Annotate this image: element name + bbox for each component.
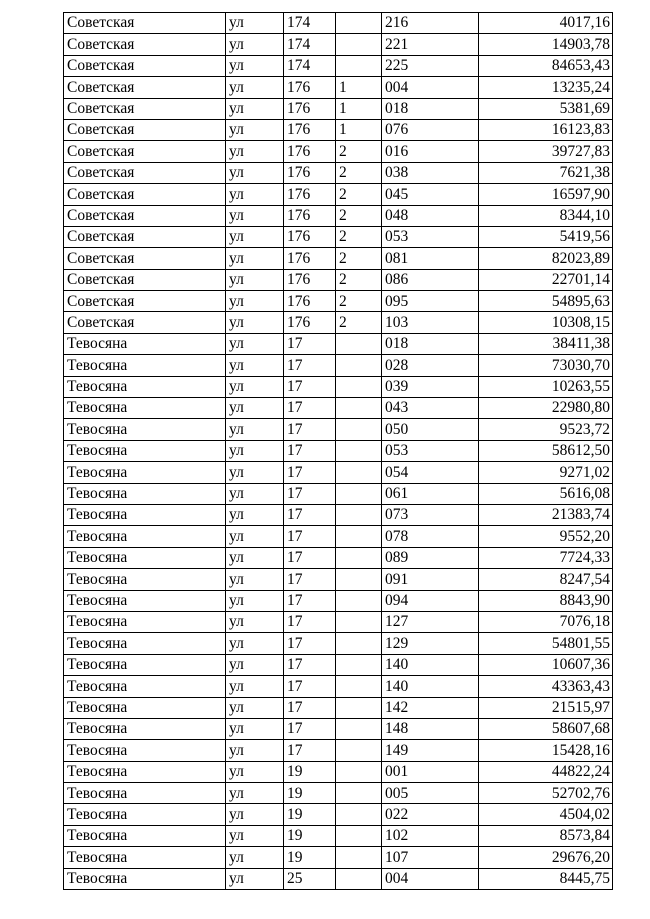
table-row	[64, 184, 613, 205]
apartment-cell: 039	[382, 376, 479, 397]
apartment-cell: 073	[382, 504, 479, 525]
table-row	[64, 526, 613, 547]
building-cell	[336, 419, 382, 440]
building-cell	[336, 697, 382, 718]
debt-table	[63, 12, 613, 890]
building-cell: 1	[336, 119, 382, 140]
street-type-cell: ул	[226, 119, 284, 140]
table-row	[64, 740, 613, 761]
building-cell	[336, 825, 382, 846]
apartment-cell: 089	[382, 547, 479, 568]
house-number-cell: 17	[284, 718, 336, 739]
building-cell: 2	[336, 184, 382, 205]
street-type-cell: ул	[226, 269, 284, 290]
street-type-cell: ул	[226, 141, 284, 162]
table-row	[64, 783, 613, 804]
apartment-cell: 129	[382, 633, 479, 654]
street-type-cell: ул	[226, 654, 284, 675]
street-name-cell: Тевосяна	[64, 740, 226, 761]
building-cell	[336, 483, 382, 504]
table-row	[64, 355, 613, 376]
street-name-cell: Тевосяна	[64, 526, 226, 547]
street-name-cell: Тевосяна	[64, 611, 226, 632]
amount-cell: 43363,43	[479, 676, 613, 697]
table-row	[64, 291, 613, 312]
street-type-cell: ул	[226, 804, 284, 825]
street-name-cell: Советская	[64, 226, 226, 247]
amount-cell: 54801,55	[479, 633, 613, 654]
house-number-cell: 17	[284, 547, 336, 568]
table-row	[64, 633, 613, 654]
building-cell: 2	[336, 205, 382, 226]
table-row	[64, 34, 613, 55]
apartment-cell: 053	[382, 226, 479, 247]
building-cell	[336, 34, 382, 55]
amount-cell: 8445,75	[479, 868, 613, 889]
building-cell	[336, 526, 382, 547]
street-name-cell: Советская	[64, 205, 226, 226]
street-type-cell: ул	[226, 825, 284, 846]
apartment-cell: 038	[382, 162, 479, 183]
amount-cell: 44822,24	[479, 761, 613, 782]
street-name-cell: Тевосяна	[64, 654, 226, 675]
street-name-cell: Тевосяна	[64, 697, 226, 718]
apartment-cell: 050	[382, 419, 479, 440]
house-number-cell: 176	[284, 312, 336, 333]
house-number-cell: 17	[284, 654, 336, 675]
street-name-cell: Тевосяна	[64, 504, 226, 525]
street-type-cell: ул	[226, 13, 284, 34]
table-row	[64, 440, 613, 461]
building-cell: 1	[336, 98, 382, 119]
amount-cell: 7621,38	[479, 162, 613, 183]
building-cell	[336, 804, 382, 825]
house-number-cell: 17	[284, 376, 336, 397]
street-type-cell: ул	[226, 184, 284, 205]
apartment-cell: 005	[382, 783, 479, 804]
amount-cell: 8573,84	[479, 825, 613, 846]
building-cell	[336, 462, 382, 483]
building-cell: 2	[336, 269, 382, 290]
apartment-cell: 086	[382, 269, 479, 290]
building-cell	[336, 868, 382, 889]
house-number-cell: 17	[284, 526, 336, 547]
street-name-cell: Тевосяна	[64, 804, 226, 825]
building-cell	[336, 611, 382, 632]
street-type-cell: ул	[226, 398, 284, 419]
amount-cell: 38411,38	[479, 333, 613, 354]
table-row	[64, 676, 613, 697]
table-row	[64, 804, 613, 825]
street-type-cell: ул	[226, 697, 284, 718]
house-number-cell: 174	[284, 13, 336, 34]
street-name-cell: Тевосяна	[64, 590, 226, 611]
table-row	[64, 13, 613, 34]
building-cell	[336, 55, 382, 76]
apartment-cell: 018	[382, 333, 479, 354]
amount-cell: 8247,54	[479, 569, 613, 590]
street-type-cell: ул	[226, 676, 284, 697]
table-row	[64, 868, 613, 889]
street-name-cell: Тевосяна	[64, 718, 226, 739]
amount-cell: 10607,36	[479, 654, 613, 675]
table-row	[64, 55, 613, 76]
amount-cell: 54895,63	[479, 291, 613, 312]
table-row	[64, 697, 613, 718]
house-number-cell: 17	[284, 504, 336, 525]
street-type-cell: ул	[226, 291, 284, 312]
amount-cell: 14903,78	[479, 34, 613, 55]
street-type-cell: ул	[226, 761, 284, 782]
house-number-cell: 17	[284, 569, 336, 590]
apartment-cell: 004	[382, 77, 479, 98]
street-type-cell: ул	[226, 205, 284, 226]
house-number-cell: 176	[284, 162, 336, 183]
apartment-cell: 054	[382, 462, 479, 483]
street-name-cell: Советская	[64, 184, 226, 205]
street-type-cell: ул	[226, 504, 284, 525]
amount-cell: 8344,10	[479, 205, 613, 226]
building-cell: 2	[336, 248, 382, 269]
street-type-cell: ул	[226, 633, 284, 654]
apartment-cell: 028	[382, 355, 479, 376]
street-type-cell: ул	[226, 333, 284, 354]
building-cell: 1	[336, 77, 382, 98]
table-row	[64, 398, 613, 419]
street-type-cell: ул	[226, 783, 284, 804]
house-number-cell: 17	[284, 419, 336, 440]
street-name-cell: Советская	[64, 77, 226, 98]
table-row	[64, 847, 613, 868]
house-number-cell: 176	[284, 205, 336, 226]
amount-cell: 39727,83	[479, 141, 613, 162]
apartment-cell: 095	[382, 291, 479, 312]
house-number-cell: 176	[284, 226, 336, 247]
street-name-cell: Советская	[64, 291, 226, 312]
building-cell	[336, 633, 382, 654]
building-cell	[336, 718, 382, 739]
house-number-cell: 19	[284, 783, 336, 804]
apartment-cell: 221	[382, 34, 479, 55]
house-number-cell: 174	[284, 34, 336, 55]
table-row	[64, 590, 613, 611]
street-name-cell: Тевосяна	[64, 633, 226, 654]
apartment-cell: 001	[382, 761, 479, 782]
street-type-cell: ул	[226, 526, 284, 547]
street-type-cell: ул	[226, 376, 284, 397]
amount-cell: 13235,24	[479, 77, 613, 98]
street-name-cell: Советская	[64, 55, 226, 76]
apartment-cell: 107	[382, 847, 479, 868]
street-name-cell: Советская	[64, 269, 226, 290]
house-number-cell: 19	[284, 825, 336, 846]
amount-cell: 5419,56	[479, 226, 613, 247]
table-row	[64, 462, 613, 483]
table-row	[64, 141, 613, 162]
apartment-cell: 091	[382, 569, 479, 590]
table-row	[64, 376, 613, 397]
apartment-cell: 140	[382, 676, 479, 697]
table-row	[64, 119, 613, 140]
amount-cell: 7724,33	[479, 547, 613, 568]
street-type-cell: ул	[226, 611, 284, 632]
street-name-cell: Тевосяна	[64, 547, 226, 568]
amount-cell: 22701,14	[479, 269, 613, 290]
amount-cell: 10263,55	[479, 376, 613, 397]
street-name-cell: Тевосяна	[64, 462, 226, 483]
building-cell	[336, 13, 382, 34]
debt-table-body	[64, 13, 613, 890]
building-cell: 2	[336, 226, 382, 247]
apartment-cell: 225	[382, 55, 479, 76]
apartment-cell: 148	[382, 718, 479, 739]
apartment-cell: 140	[382, 654, 479, 675]
house-number-cell: 17	[284, 483, 336, 504]
street-type-cell: ул	[226, 55, 284, 76]
street-type-cell: ул	[226, 462, 284, 483]
apartment-cell: 078	[382, 526, 479, 547]
street-name-cell: Советская	[64, 34, 226, 55]
amount-cell: 5616,08	[479, 483, 613, 504]
house-number-cell: 174	[284, 55, 336, 76]
amount-cell: 21515,97	[479, 697, 613, 718]
house-number-cell: 176	[284, 184, 336, 205]
street-type-cell: ул	[226, 34, 284, 55]
street-name-cell: Тевосяна	[64, 847, 226, 868]
amount-cell: 9523,72	[479, 419, 613, 440]
building-cell	[336, 847, 382, 868]
street-type-cell: ул	[226, 419, 284, 440]
house-number-cell: 17	[284, 740, 336, 761]
building-cell	[336, 547, 382, 568]
amount-cell: 21383,74	[479, 504, 613, 525]
street-name-cell: Тевосяна	[64, 398, 226, 419]
table-row	[64, 504, 613, 525]
house-number-cell: 17	[284, 590, 336, 611]
street-name-cell: Тевосяна	[64, 376, 226, 397]
apartment-cell: 004	[382, 868, 479, 889]
table-row	[64, 718, 613, 739]
street-type-cell: ул	[226, 312, 284, 333]
amount-cell: 58612,50	[479, 440, 613, 461]
apartment-cell: 016	[382, 141, 479, 162]
building-cell	[336, 355, 382, 376]
amount-cell: 9552,20	[479, 526, 613, 547]
table-row	[64, 654, 613, 675]
amount-cell: 82023,89	[479, 248, 613, 269]
street-type-cell: ул	[226, 162, 284, 183]
amount-cell: 4017,16	[479, 13, 613, 34]
street-type-cell: ул	[226, 98, 284, 119]
table-row	[64, 162, 613, 183]
building-cell	[336, 376, 382, 397]
building-cell	[336, 654, 382, 675]
amount-cell: 5381,69	[479, 98, 613, 119]
amount-cell: 52702,76	[479, 783, 613, 804]
table-row	[64, 761, 613, 782]
table-row	[64, 226, 613, 247]
street-name-cell: Тевосяна	[64, 419, 226, 440]
table-row	[64, 248, 613, 269]
apartment-cell: 142	[382, 697, 479, 718]
street-name-cell: Тевосяна	[64, 483, 226, 504]
table-row	[64, 333, 613, 354]
amount-cell: 9271,02	[479, 462, 613, 483]
building-cell	[336, 783, 382, 804]
house-number-cell: 25	[284, 868, 336, 889]
street-name-cell: Тевосяна	[64, 676, 226, 697]
apartment-cell: 048	[382, 205, 479, 226]
building-cell	[336, 333, 382, 354]
table-row	[64, 569, 613, 590]
house-number-cell: 17	[284, 333, 336, 354]
amount-cell: 8843,90	[479, 590, 613, 611]
street-type-cell: ул	[226, 547, 284, 568]
street-name-cell: Советская	[64, 141, 226, 162]
table-row	[64, 825, 613, 846]
house-number-cell: 17	[284, 611, 336, 632]
house-number-cell: 17	[284, 440, 336, 461]
street-type-cell: ул	[226, 868, 284, 889]
house-number-cell: 19	[284, 804, 336, 825]
street-name-cell: Советская	[64, 119, 226, 140]
table-row	[64, 611, 613, 632]
building-cell	[336, 761, 382, 782]
apartment-cell: 018	[382, 98, 479, 119]
apartment-cell: 076	[382, 119, 479, 140]
street-type-cell: ул	[226, 226, 284, 247]
table-row	[64, 483, 613, 504]
table-row	[64, 269, 613, 290]
building-cell	[336, 440, 382, 461]
building-cell	[336, 676, 382, 697]
amount-cell: 4504,02	[479, 804, 613, 825]
street-type-cell: ул	[226, 740, 284, 761]
house-number-cell: 176	[284, 269, 336, 290]
street-name-cell: Тевосяна	[64, 868, 226, 889]
apartment-cell: 102	[382, 825, 479, 846]
house-number-cell: 176	[284, 98, 336, 119]
street-type-cell: ул	[226, 440, 284, 461]
house-number-cell: 176	[284, 77, 336, 98]
amount-cell: 16597,90	[479, 184, 613, 205]
street-name-cell: Тевосяна	[64, 569, 226, 590]
street-name-cell: Тевосяна	[64, 783, 226, 804]
building-cell	[336, 398, 382, 419]
apartment-cell: 127	[382, 611, 479, 632]
amount-cell: 22980,80	[479, 398, 613, 419]
amount-cell: 84653,43	[479, 55, 613, 76]
apartment-cell: 022	[382, 804, 479, 825]
street-name-cell: Советская	[64, 248, 226, 269]
amount-cell: 29676,20	[479, 847, 613, 868]
street-name-cell: Тевосяна	[64, 825, 226, 846]
house-number-cell: 17	[284, 633, 336, 654]
building-cell: 2	[336, 312, 382, 333]
building-cell	[336, 504, 382, 525]
street-name-cell: Советская	[64, 13, 226, 34]
apartment-cell: 094	[382, 590, 479, 611]
apartment-cell: 216	[382, 13, 479, 34]
table-row	[64, 312, 613, 333]
street-type-cell: ул	[226, 248, 284, 269]
table-row	[64, 205, 613, 226]
building-cell: 2	[336, 291, 382, 312]
house-number-cell: 19	[284, 761, 336, 782]
amount-cell: 16123,83	[479, 119, 613, 140]
apartment-cell: 103	[382, 312, 479, 333]
building-cell	[336, 740, 382, 761]
street-name-cell: Советская	[64, 162, 226, 183]
house-number-cell: 17	[284, 676, 336, 697]
amount-cell: 73030,70	[479, 355, 613, 376]
amount-cell: 15428,16	[479, 740, 613, 761]
amount-cell: 7076,18	[479, 611, 613, 632]
apartment-cell: 061	[382, 483, 479, 504]
street-name-cell: Тевосяна	[64, 333, 226, 354]
street-name-cell: Советская	[64, 98, 226, 119]
street-name-cell: Тевосяна	[64, 761, 226, 782]
house-number-cell: 176	[284, 119, 336, 140]
apartment-cell: 053	[382, 440, 479, 461]
house-number-cell: 17	[284, 462, 336, 483]
house-number-cell: 176	[284, 141, 336, 162]
street-type-cell: ул	[226, 569, 284, 590]
table-row	[64, 77, 613, 98]
apartment-cell: 149	[382, 740, 479, 761]
street-type-cell: ул	[226, 355, 284, 376]
street-type-cell: ул	[226, 77, 284, 98]
street-type-cell: ул	[226, 847, 284, 868]
house-number-cell: 176	[284, 291, 336, 312]
apartment-cell: 043	[382, 398, 479, 419]
street-type-cell: ул	[226, 590, 284, 611]
house-number-cell: 17	[284, 697, 336, 718]
building-cell	[336, 590, 382, 611]
apartment-cell: 045	[382, 184, 479, 205]
house-number-cell: 17	[284, 355, 336, 376]
street-name-cell: Тевосяна	[64, 440, 226, 461]
street-type-cell: ул	[226, 718, 284, 739]
building-cell: 2	[336, 141, 382, 162]
table-row	[64, 419, 613, 440]
building-cell	[336, 569, 382, 590]
house-number-cell: 19	[284, 847, 336, 868]
amount-cell: 10308,15	[479, 312, 613, 333]
street-type-cell: ул	[226, 483, 284, 504]
house-number-cell: 17	[284, 398, 336, 419]
building-cell: 2	[336, 162, 382, 183]
street-name-cell: Советская	[64, 312, 226, 333]
table-row	[64, 547, 613, 568]
amount-cell: 58607,68	[479, 718, 613, 739]
apartment-cell: 081	[382, 248, 479, 269]
house-number-cell: 176	[284, 248, 336, 269]
street-name-cell: Тевосяна	[64, 355, 226, 376]
table-row	[64, 98, 613, 119]
